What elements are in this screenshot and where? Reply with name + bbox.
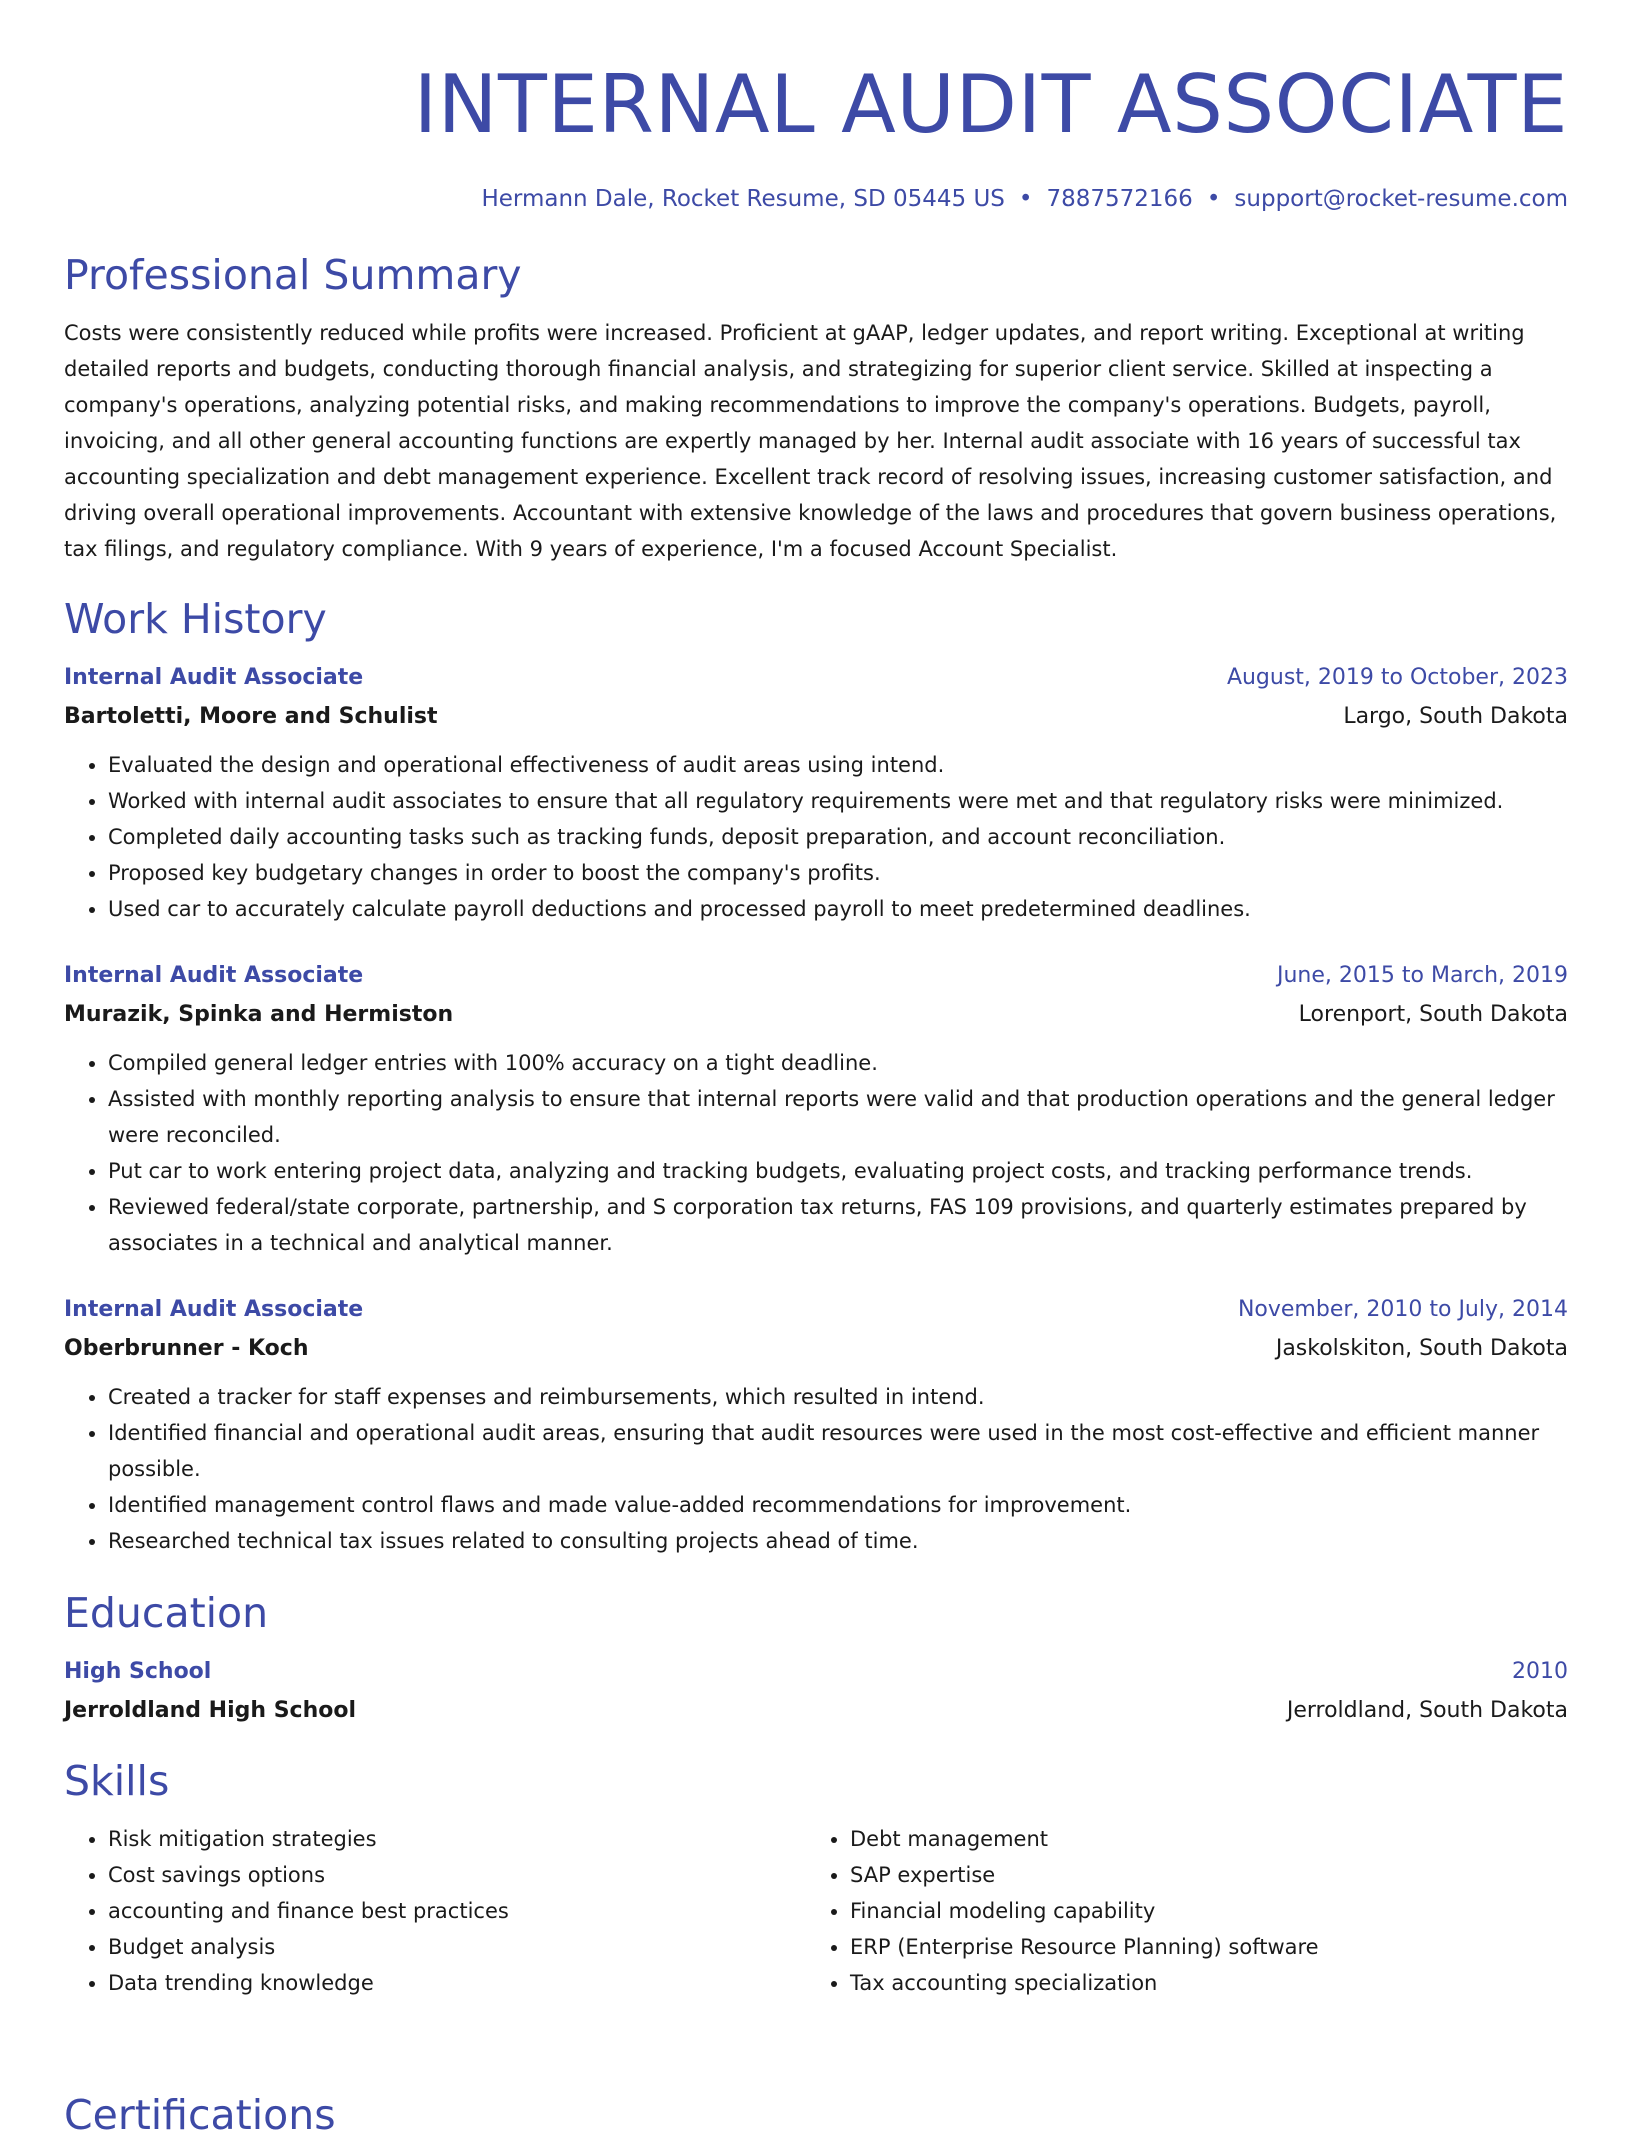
job-entry	[64, 659, 1568, 927]
job-role: Internal Audit Associate	[64, 1297, 364, 1322]
job-bullet: • Worked with internal audit associates to ensure that all regulatory requirements were met and that regulatory risks were minimized.	[108, 783, 1568, 819]
job-company-row	[64, 1329, 1568, 1369]
contact-address: Hermann Dale, Rocket Resume, SD 05445 US	[481, 186, 1005, 212]
job-location: Lorenport, South Dakota	[1298, 1002, 1568, 1027]
job-header-row	[64, 957, 1568, 995]
job-bullet: • Evaluated the design and operational effectiveness of audit areas using intend.	[108, 747, 1568, 783]
job-bullet: • Compiled general ledger entries with 100% accuracy on a tight deadline.	[108, 1045, 1568, 1081]
job-bullet: • Used car to accurately calculate payroll deductions and processed payroll to meet predetermined deadlines.	[108, 891, 1568, 927]
job-bullet: • Proposed key budgetary changes in order to boost the company's profits.	[108, 855, 1568, 891]
education-degree: High School	[64, 1659, 212, 1684]
job-role: Internal Audit Associate	[64, 665, 364, 690]
skill-item: • accounting and finance best practices	[108, 1893, 806, 1929]
skill-item: • Tax accounting specialization	[850, 1965, 1568, 2001]
skill-item: • SAP expertise	[850, 1857, 1568, 1893]
job-company-row	[64, 697, 1568, 737]
resume-page	[64, 0, 1568, 2001]
job-entry	[64, 957, 1568, 1261]
education-location: Jerroldland, South Dakota	[1286, 1698, 1568, 1723]
job-company: Oberbrunner - Koch	[64, 1336, 309, 1361]
job-location: Largo, South Dakota	[1343, 704, 1568, 729]
job-company: Bartoletti, Moore and Schulist	[64, 704, 438, 729]
summary-paragraph: Costs were consistently reduced while profits were increased. Proficient at gAAP, ledger updates, and report writing. Exceptional at writing detailed reports and budgets, conducting thorough financial analysis, and strategizing for superior client service. Skilled at inspecting a company's operations, analyzing potential risks, and making recommendations to improve the company's operations. Budgets, payroll, invoicing, and all other general accounting functions are expertly managed by her. Internal audit associate with 16 years of successful tax accounting specialization and debt management experience. Excellent track record of resolving issues, increasing customer satisfaction, and driving overall operational improvements. Accountant with extensive knowledge of the laws and procedures that govern business operations, tax filings, and regulatory compliance. With 9 years of experience, I'm a focused Account Specialist.	[64, 321, 1557, 561]
section-title-skills: Skills	[64, 1757, 170, 1805]
job-header-row	[64, 659, 1568, 697]
job-location: Jaskolskiton, South Dakota	[1275, 1336, 1568, 1361]
job-bullet: • Identified management control flaws and made value-added recommendations for improvement.	[108, 1487, 1568, 1523]
job-bullets	[64, 1045, 1568, 1261]
job-bullet: • Completed daily accounting tasks such as tracking funds, deposit preparation, and account reconciliation.	[108, 819, 1568, 855]
education-header-row	[64, 1653, 1568, 1691]
skill-item: • Financial modeling capability	[850, 1893, 1568, 1929]
contact-email: support@rocket-resume.com	[1234, 186, 1568, 212]
job-company-row	[64, 995, 1568, 1035]
skills-column-right	[806, 1821, 1568, 2001]
skill-item: • Budget analysis	[108, 1929, 806, 1965]
section-title-next: Certifications	[64, 2091, 336, 2139]
job-dates: August, 2019 to October, 2023	[1226, 665, 1568, 690]
skills-list	[64, 1821, 1568, 2001]
job-bullet: • Identified financial and operational audit areas, ensuring that audit resources were used in the most cost-effective and efficient manner possible.	[108, 1415, 1568, 1487]
job-bullets	[64, 1379, 1568, 1559]
job-dates: June, 2015 to March, 2019	[1277, 963, 1568, 988]
skills-column-left	[64, 1821, 806, 2001]
job-bullets	[64, 747, 1568, 927]
job-entry	[64, 1291, 1568, 1559]
skill-item: • Debt management	[850, 1821, 1568, 1857]
section-title-education: Education	[64, 1589, 269, 1637]
education-entry	[64, 1653, 1568, 1731]
job-role: Internal Audit Associate	[64, 963, 364, 988]
contact-separator: •	[1018, 186, 1033, 212]
education-school-row	[64, 1691, 1568, 1731]
section-title-summary: Professional Summary	[64, 251, 522, 299]
job-dates: November, 2010 to July, 2014	[1237, 1297, 1568, 1322]
skill-item: • ERP (Enterprise Resource Planning) software	[850, 1929, 1568, 1965]
contact-separator: •	[1206, 186, 1221, 212]
education-school: Jerroldland High School	[64, 1698, 357, 1723]
education-year: 2010	[1512, 1659, 1568, 1684]
job-company: Murazik, Spinka and Hermiston	[64, 1002, 454, 1027]
skill-item: • Risk mitigation strategies	[108, 1821, 806, 1857]
job-bullet: • Reviewed federal/state corporate, partnership, and S corporation tax returns, FAS 109 provisions, and quarterly estimates prepared by associates in a technical and analytical manner.	[108, 1189, 1568, 1261]
job-bullet: • Created a tracker for staff expenses and reimbursements, which resulted in intend.	[108, 1379, 1568, 1415]
contact-line	[64, 181, 1568, 217]
section-title-work-history: Work History	[64, 595, 327, 643]
skill-item: • Data trending knowledge	[108, 1965, 806, 2001]
contact-phone: 7887572166	[1046, 186, 1193, 212]
job-bullet: • Put car to work entering project data, analyzing and tracking budgets, evaluating project costs, and tracking performance trends.	[108, 1153, 1568, 1189]
job-bullet: • Researched technical tax issues related to consulting projects ahead of time.	[108, 1523, 1568, 1559]
next-section-title-cutoff	[64, 2090, 336, 2139]
job-header-row	[64, 1291, 1568, 1329]
skill-item: • Cost savings options	[108, 1857, 806, 1893]
resume-title: INTERNAL AUDIT ASSOCIATE	[413, 58, 1568, 151]
job-bullet: • Assisted with monthly reporting analysis to ensure that internal reports were valid and that production operations and the general ledger were reconciled.	[108, 1081, 1568, 1153]
